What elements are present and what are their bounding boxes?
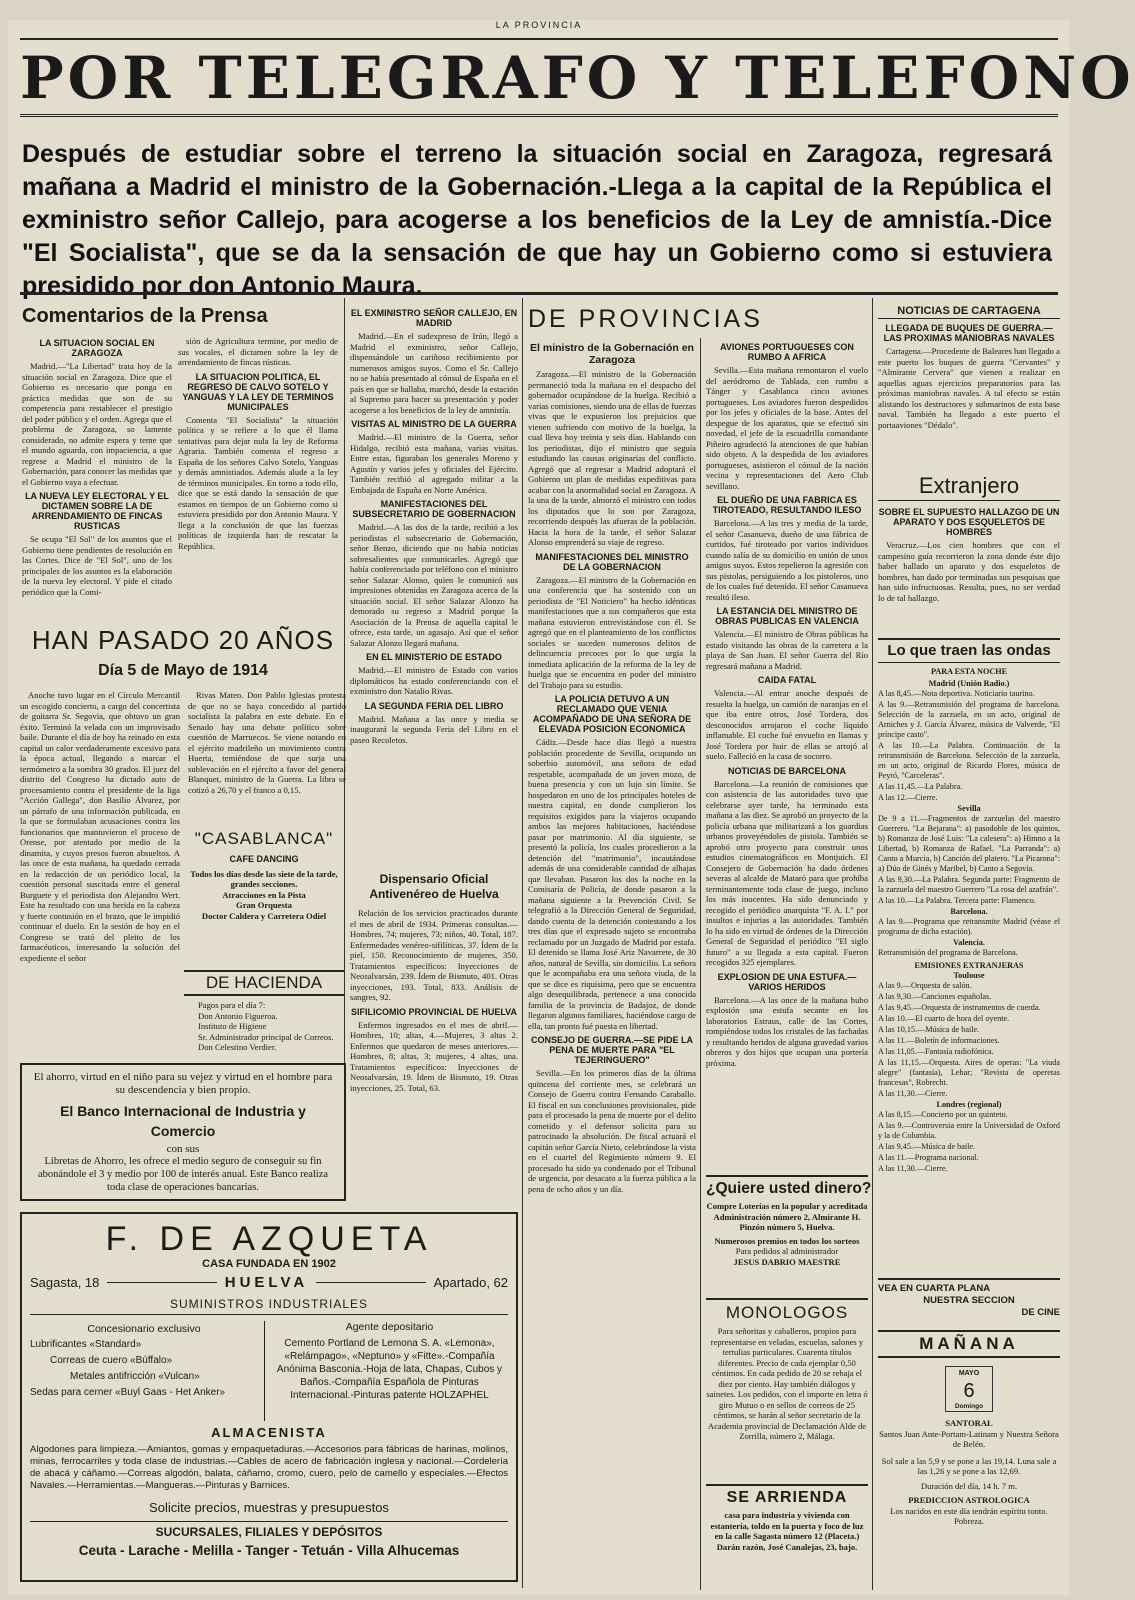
arrienda-text: casa para industria y vivienda con estantería, toldo en la puerta y foco de luz en la calle Sagasta número 12 (Placeta.) Darán razón, José Canalejas, 23, bajo. — [710, 1510, 864, 1552]
hacienda-line-2: Don Antonio Figueroa. — [198, 1010, 278, 1021]
obras-text: Valencia.—El ministro de Obras públicas ha estado visitando las obras de la carretera a la playa de San Juan. El señor Guerra del Río regresará mañana a Madrid. — [706, 629, 868, 671]
banco-ad — [20, 1063, 346, 1201]
ondas-title: Lo que traen las ondas — [878, 638, 1060, 663]
ondas-madrid: Madrid (Unión Radio.) — [928, 679, 1010, 688]
radio-program-line: A las 12.—Cierre. — [878, 793, 938, 802]
policia-text: Cádiz.—Desde hace días llegó a nuestra población procedente de Sevilla, ocupando un soberbio automóvil, una señora de edad respetable, acompañada de un joven mozo, de buena presencia y con un lujo sin límite. Se hospedaron en uno de los principales hoteles de nuestra capital, en donde cumplieron los requisitos exigidos para la viajeros ocupando ambos las mejores habitaciones, haciéndose pasar por matrimonio. Al día siguiente, se presentó la policía, los cuales procedieron a la detención del "matrimonio", incautándose además de una considerable cantidad de alhajas que llevaban. Pasaron los dos la noche en la Comisaría de Policía, de donde pasaron a la mañana siguiente a la Prevención Civil. Se telegrafió a la Dirección General de Seguridad, dando cuenta de la detención contestando a los tres días que el expresado sujeto se encontraba reclamado por un Juzgado de Madrid por estafa. El detenido se llama José Ariz Navarrete, de 30 años, natural de Sevilla, sin domicilio. La señora que le acompañaba era una señora viuda, de la que se dice es riquísima, pero que se encuentra algo desequilibrada, pertenece a una conocida familia de la provincia de Badajoz, de donde llegaron algunos familiares, haciéndose cargo de ella, tan pronto fué puesta en libertad. — [528, 737, 696, 1031]
agente-label: Agente depositario — [345, 1321, 434, 1333]
radio-program-line: A las 11,15.—Orquesta. Aires de operas: "La viuda alegre" (fantasía), Lehar; "Revista de operetas francesas", Robrecht. — [878, 1058, 1060, 1087]
prediccion-text: Los nacidos en este día tendrán espíritu tonto. Pobreza. — [890, 1505, 1048, 1526]
guerra-heading: VISITAS AL MINISTRO DE LA GUERRA — [351, 419, 517, 429]
estufa-heading: EXPLOSION DE UNA ESTUFA.—VARIOS HERIDOS — [717, 971, 857, 992]
cine-notice — [878, 1278, 1060, 1324]
arrienda-ad — [706, 1484, 868, 1584]
column-rule — [700, 338, 701, 1590]
monologos-ad — [706, 1298, 868, 1480]
almacenista-label: ALMACENISTA — [211, 1425, 327, 1440]
column-rule — [522, 298, 523, 1588]
estufa-text: Barcelona.—A las once de la mañana hubo explosión una estufa secante en los laboratorios Estraus, calle de las Cortes, rompiéndose todos los cristales de las fachadas y resultando heridos de alguna gravedad varios obreros y dos hijos que ocupan una portería próxima. — [706, 994, 868, 1068]
casablanca-line-2: Atracciones en la Pista — [222, 889, 306, 900]
barcelona-heading: NOTICIAS DE BARCELONA — [727, 765, 846, 776]
casablanca-line-1: Todos los días desde las siete de la tarde, grandes secciones. — [190, 868, 338, 889]
ondas-londres-list — [878, 1110, 1060, 1174]
hacienda-line-4: Sr. Administrador principal de Correos. — [198, 1031, 334, 1042]
azqueta-apartado: Apartado, 62 — [433, 1275, 509, 1290]
manana-title: MAÑANA — [878, 1330, 1060, 1358]
barcelona-text: Barcelona.—La reunión de comisiones que con asistencia de las autoridades tuvo que celebrarse ayer tarde, ha terminado esta mañana a las diez. Se aprobó un proyecto de la policía urbana que militarizará a los guardias urbanos proveyéndoles de pistola. También se aprobó otro proyecto para construir unos estudios cinematográficos en Montjuich. El Consejero de Gobernación ha dado órdenes severas al alcalde de Mataró para que prohíba terminantemente toda clase de juego, incluso los más inocentes. Ha sido denunciado y recogido el periódico anarquista "F. A. I." por insultos e injurias a las autoridades. También lo ha sido en virtud de órdenes de la Dirección General de Seguridad el periódico "El siglo futuro" a su llegada a esta capital. Fueron recogidos 325 ejemplares. — [706, 778, 868, 967]
agente-text: Cemento Portland de Lemona S. A. «Lemona», «Relámpago», «Neptuno» y «Fitte».-Compañía Anónima Basconia.-Hoja de lata, Chapas, Cubos y Baños.-Compañía Española de Pinturas Internacional.-Pinturas patente HOLZAPHEL — [276, 1338, 503, 1401]
hacienda-line-1: Pagos para el día 7: — [198, 1000, 266, 1010]
main-headline: Después de estudiar sobre el terreno la situación social en Zaragoza, regresará mañana a Madrid el ministro de la Gobernación.-Llega a la capital de la República el exministro señor Callejo, para acogerse a los beneficios de la Ley de amnistía.-Dice "El Socialista", que se da la sensación de que hay un Gobierno como si estuviera presidido por don Antonio Maura. — [22, 140, 1052, 300]
sucursales-label: SUCURSALES, FILIALES Y DEPÓSITOS — [30, 1521, 508, 1539]
caida-text: Valencia.—Al entrar anoche después de resuelta la huelga, un camión de naranjas en el que iba entre otros, José Tordera, dos desconocidos arrojaron el coche líquido inflamable. El coche fué envuelto en llamas y José Tordera por huir de ellas se arrojó al suelo. Falleció en la casa de socorro. — [706, 688, 868, 761]
address-rule — [316, 1282, 425, 1283]
radio-program-line: Retransmisión del programa de Barcelona. — [878, 948, 1018, 957]
cartagena-heading: LLEGADA DE BUQUES DE GUERRA.—LAS PROXIMAS MANIOBRAS NAVALES — [883, 323, 1055, 343]
azqueta-name: F. DE AZQUETA — [105, 1220, 433, 1258]
dinero-line-2: Numerosos premios en todos los sorteos — [714, 1235, 860, 1246]
radio-program-line: A las 11,30.—Cierre. — [878, 1164, 948, 1173]
arrienda-title: SE ARRIENDA — [726, 1489, 848, 1506]
radio-program-line: A las 11,45.—La Palabra. — [878, 782, 963, 791]
radio-program-line: A las 8,15.—Concierto por un quinteto. — [878, 1110, 1008, 1119]
provincias-title: DE PROVINCIAS — [528, 305, 763, 333]
cine-line-2: NUESTRA SECCION — [923, 1295, 1015, 1306]
calendar-stamp — [945, 1366, 993, 1412]
newspaper-page — [8, 20, 1135, 1595]
concesionario-item-2: Correas de cuero «Búffalo» — [50, 1355, 173, 1366]
radio-program-line: A las 9,30.—La Palabra. Segunda parte: Fragmento de la zarzuela del maestro Guerrero "La rosa del azafrán". — [878, 875, 1060, 894]
fabrica-heading: EL DUEÑO DE UNA FABRICA ES TIROTEADO, RESULTANDO ILESO — [712, 495, 862, 515]
gobernacion-heading: El ministro de la Gobernación en Zaragoza — [530, 342, 694, 366]
column-rule — [872, 298, 873, 1590]
ondas-barcelona-list — [878, 917, 1060, 937]
ondas-madrid-list — [878, 689, 1060, 803]
duracion-text: Duración del día, 14 h. 7 m. — [920, 1480, 1018, 1491]
concesionario-item-4: Sedas para cerner «Buyl Gaas - Het Anker» — [30, 1387, 226, 1398]
radio-program-line: A las 9.—Controversia entre la Universidad de Oxford y la de Columbia. — [878, 1121, 1060, 1140]
hacienda-line-3: Instituto de Higiene — [198, 1021, 267, 1031]
azqueta-address: Sagasta, 18 — [30, 1275, 100, 1290]
extranjero-text: Veracruz.—Los cien hombres que con el campesino guía recorrieron la zona donde éste dijo haber hallado un aparato y dos esqueletos de hombres, han dado por terminadas sus pesquisas que han sido infructuosas. Resulta, pues, no ser verdad lo de tal hallazgo. — [878, 540, 1060, 603]
radio-program-line: A las 10.—La Palabra. Continuación de la retransmisión de Barcelona. Selección de la zarzuela, en un acto, original de Ricardo Flores, música de Peyró, "Carceleras". — [878, 741, 1060, 780]
dinero-ad — [706, 1175, 872, 1293]
santoral-label: SANTORAL — [945, 1418, 993, 1428]
radio-program-line: A las 9,45.—Orquesta de instrumentos de cuerda. — [878, 1003, 1041, 1012]
ondas-valencia: Valencia. — [953, 938, 985, 947]
feria-text: Madrid. Mañana a las once y media se inaugurará la segunda Feria del Libro en el paseo Recoletos. — [350, 713, 518, 745]
ondas-londres: Londres (regional) — [936, 1100, 1002, 1109]
sifilicomio-heading: SIFILICOMIO PROVINCIAL DE HUELVA — [350, 1006, 517, 1017]
radio-program-line: A las 9.—Retransmisión del programa de barcelona. Selección de la zarzuela, en un acto, original de Arniches y J. García Álvarez, música de Valverde, "El príncipe casto". — [878, 700, 1060, 739]
prensa-heading-3: LA SITUACION POLITICA, EL REGRESO DE CALVO SOTELO Y YANGUAS Y LA LEY DE TERMINOS MUNICIPALES — [182, 371, 334, 412]
prensa-text-2: Se ocupa "El Sol" de los asuntos que el Gobierno tiene pendientes de resolución en las Cortes. Dice de "El Sol", uno de los principales de los asuntos es la elaboración de la nueva ley electoral. Y pide el citado periódico que la Comi- — [22, 534, 172, 597]
hacienda-line-5: Don Celestino Verdier. — [198, 1042, 277, 1052]
calendar-day: 6 — [963, 1379, 975, 1402]
address-rule — [107, 1282, 216, 1283]
subsecretario-text: Madrid.—A las dos de la tarde, recibió a los periodistas el subsecretario de Gobernación, señor Benzo, diciendo que no había noticias sobresalientes que comunicarles. Agregó que había conferenciado por teléfono con el ministro señor Salazar Alonso, quien le comunicó sus impresiones obtenidas en Zaragoza acerca de la situación social. El señor Salazar Alonzo ha demorado su regreso a Madrid porque la Asociación de la Prensa de aquella capital le ofrece, esta tarde, un agasajo. Así que el señor Salazar Alonzo llegará mañana. — [350, 522, 518, 648]
casablanca-name: "CASABLANCA" — [194, 829, 334, 848]
masthead-rule — [20, 38, 1058, 40]
prensa-heading-2: LA NUEVA LEY ELECTORAL Y EL DICTAMEN SOBRE LA DE ARRENDAMIENTO DE FINCAS RUSTICAS — [25, 491, 169, 531]
cartagena-text: Cartagena.—Procedente de Baleares han llegado a este puerto los buques de guerra "Cervantes" y "Almirante Cervera" que vienen a realizar en aquellas aguas ejercicios preparatorios para las próximas maniobras navales. A tal efecto se están alistando los destructores y submarinos de esta base naval. También ha llegado a este puerto el portaaviones "Dédalo". — [878, 346, 1060, 430]
noticias-column — [706, 338, 868, 1168]
banco-line-1: El ahorro, virtud en el niño para su vejez y virtud en el hombre para su descendencia y bien propio. — [33, 1071, 333, 1096]
extranjero-heading: SOBRE EL SUPUESTO HALLAZGO DE UN APARATO Y DOS ESQUELETOS DE HOMBRES — [878, 507, 1060, 537]
casablanca-ad — [184, 828, 344, 963]
callejo-text: Madrid.—En el sudexpreso de Irún, llegó a Madrid el exministro, señor Callejo, dispensándole un cariñoso recibimiento por numerosos amigos suyos. Como el Sr. Callejo no se había presentado al cónsul de España en el país en que se hallaba, marchó, desde la estación al Supremo para hacer su presentación y poder acogerse a los beneficios de la ley de amnistía. — [350, 331, 518, 415]
sifilicomio-text: Enfermos ingresados en el mes de abril.—Hombres, 10; altas, 4.—Mujeres, 3 altas 2. Enfermos que quedaron de meses anteriores.—Hombres, 8; altas, 3; mujeres, 4 altas, una. Tratamientos específicos: Inyecciones de Neosalvarsán, 19. Ídem de Bismuto, 19. Otras inyecciones, 25. Total, 63. — [350, 1019, 518, 1093]
radio-program-line: A las 9.—Programa que retransmite Madrid (véase el programa de dicha estación). — [878, 917, 1060, 936]
caida-heading: CAIDA FATAL — [757, 675, 817, 685]
guerra-text: Madrid.—El ministro de la Guerra, señor Hidalgo, recibió esta mañana, varias visitas. Entre estas, figuraban los generales Moreno y Agustín y varios jefes y oficiales del Ejército. También recibió al agregado militar a la Embajada de España en Norte América. — [350, 432, 518, 495]
prensa-column-2 — [178, 336, 338, 616]
madrid-column — [350, 304, 518, 864]
radio-program-line: A las 11,30.—Cierre. — [878, 1089, 948, 1098]
azqueta-ad — [20, 1212, 518, 1582]
ondas-sevilla-list — [878, 814, 1060, 906]
aviones-text: Sevilla.—Esta mañana remontaron el vuelo del aeródromo de Tablada, con rumbo a Tánger y Casablanca cinco aviones portugueses. Los aviadores fueron despedidos por los jefes y oficiales de la base. Antes del despegue de los aparatos, que se efectuó sin novedad, el jefe de la escuadrilla comandante Piñeiro agradeció la atenciones de que habían sido objeto. A la despedida de los aviadores portugueses, asistieron el cónsul de la nación vecina y representaciones del Aero Club sevillano. — [706, 365, 868, 491]
sol-text: Sol sale a las 5,9 y se pone a las 19,14. Luna sale a las 1,26 y se pone a las 12,69. — [881, 1455, 1057, 1476]
gobernacion-text: Zaragoza.—El ministro de la Gobernación permaneció toda la mañana en el despacho del gobernador ocupándose de la huelga. Recibió a varias comisiones, siendo una de ellas de fuerzas vivas que le expusieron los prejuicios que vienen sufriendo con motivo de la huelga, la cual lleva hoy treinta y seis días. Hablando con los periodistas, dijo el ministro que seguía estudiando las causas originarias del conflicto. Agregó que al regresar a Madrid adoptará el Gobierno un plan de medidas expeditivas para acabar con la anormalidad social en Zaragoza. A la una de la tarde, almorzó el ministro con todos los diputados que lo son por Zaragoza, recorriendo después las afueras de la población. Hacia la hora de la tarde, el señor Salazar Alonso emprenderá su viaje de regreso. — [528, 369, 696, 547]
radio-program-line: A las 8,45.—Nota deportiva. Noticiario taurino. — [878, 689, 1035, 698]
radio-program-line: A las 9,30.—Canciones españolas. — [878, 992, 992, 1001]
cine-line-3: DE CINE — [1021, 1307, 1060, 1318]
radio-program-line: A las 10.—El cuarto de hora del oyente. — [878, 1014, 1010, 1023]
veinte-anos-left-text: Anoche tuvo lugar en el Círculo Mercantil un escogido concierto, a cargo del concertista de guitarra Sr. Segovia, que obtuvo un gran éxito. Terminó la velada con un improvisado baile. Durante el día de hoy ha reinado en esta capital un calor verdaderamente excesivo para la época actual, llegando a marcar el termómetro a la sombra 30 grados. El juez del distrito del Congreso ha dictado auto de procesamiento contra el presidente de la liga "Acción Gallega", don Basilio Álvarez, por un párrafo de una información publicada, en la que se formulaban acusaciones contra los funcionarios que mantuvieron el proceso de Orense, por atentado por medio de la dinamita, y cuyos presos fueron absueltos. A las once de esta mañana, ha quedado cerrada en la redacción de un periódico local, la cuestión personal suscitada entre el general Burguete y el periodista don Alejandro Wert. Este ha resultado con una herida en la cabeza y fuerte contusión en el brazo, que le impidió continuar el duelo. En la sesión de hoy en el Congreso se trató del pleito de los farmacéuticos, interesando la solución del expediente el señor — [20, 690, 180, 963]
manifestaciones-text: Zaragoza.—El ministro de la Gobernación en una conferencia que ha sostenido con un periodista de "El Noticiero" ha hecho idénticas manifestaciones que a sus compañeros que esta mañana estuvieron entrevistándose con él. Se agregó que en el planteamiento de los conflictos sociales se suceden numerosos delitos de delincuencia precoces por lo que urgía la inmediata aplicación de la reforma de la ley de huelga que se encuentra en poder del ministro del Trabajo para su estudio. — [528, 574, 696, 690]
estado-heading: EN EL MINISTERIO DE ESTADO — [366, 652, 502, 662]
extranjero-section — [878, 472, 1060, 632]
calendar-month: MAYO — [958, 1370, 980, 1377]
sucursales-cities: Ceuta - Larache - Melilla - Tanger - Tetuán - Villa Alhucemas — [78, 1543, 460, 1558]
dinero-line-1: Compre Loterías en la popular y acreditada Administración número 2, Almirante H. Pinzón número 5, Huelva. — [706, 1201, 868, 1232]
casablanca-line-3: Gran Orquesta — [236, 900, 292, 910]
banco-name: El Banco Internacional de Industria y Comercio — [60, 1103, 306, 1139]
hacienda-title: DE HACIENDA — [184, 970, 344, 996]
prediccion-label: PREDICCION ASTROLOGICA — [908, 1495, 1030, 1505]
dispensario-title: Dispensario Oficial Antivenéreo de Huelva — [369, 872, 499, 901]
ondas-toulouse-list — [878, 981, 1060, 1099]
cartagena-section — [878, 304, 1060, 452]
veinte-anos-right-text: Rivas Mateo. Don Pablo Iglesias protesta de que no se haya concedido al partido socialista la palabra en este debate. En el Senado hay una debate político sobre cuestión de Marruecos. Se viene notando en el ejército madrileño un movimiento contra Huerta, temiéndose de que surja una sublevación en el ejército a favor del general Blanquet, ministro de la Guerra. La libra se cotizó a 26,70 y el franco a 0,15. — [188, 690, 346, 795]
almacenista-text: Algodones para limpieza.—Amiantos, gomas y empaquetaduras.—Accesorios para fábricas de harinas, molinos, minas, ferrocarriles y toda clase de industrias.—Cables de acero de fabricación inglesa y nacional.—Cordelería de abacá y cáñamo.—Correas algodón, balata, cáñamo, cromo, cuero, pelo de camello y especiales.—Efectos Navales.—Herramientas.—Mangueras.—Pinturas y Barnices. — [30, 1444, 508, 1491]
prensa-text-3: sión de Agricultura termine, por medio de sus vocales, el dictamen sobre la ley de arrendamiento de fincas rústicas. — [178, 336, 338, 367]
headline-rule — [20, 292, 1058, 295]
concesionario-label: Concesionario exclusivo — [87, 1323, 201, 1335]
callejo-heading: EL EXMINISTRO SEÑOR CALLEJO, EN MADRID — [350, 308, 518, 328]
dispensario-section — [350, 872, 518, 1197]
subsecretario-heading: MANIFESTACIONES DEL SUBSECRETARIO DE GOBERNACION — [352, 499, 516, 519]
fabrica-text: Barcelona.—A las tres y media de la tarde, el señor Casanueva, dueño de una fábrica de curtidos, fué tiroteado por varios individuos cuando salía de su domicilio en unión de unos amigos suyos. Estos repelieron la agresión con sus pistolas, persiguiendo a los pistoleros, uno de los cuales fué detenido. El señor Casanueva resultó ileso. — [706, 518, 868, 602]
monologos-text: Para señoritas y caballeros, propios para representarse en veladas, escuelas, salones y tertulias particulares. Cuarenta títulos diferentes. Precio de cada ejemplar 0,50 céntimos. En cada pedido de 20 se rebaja el diez por ciento. Hay también diálogos y sainetes. Los pedidos, con el importe en letra ó giro Mutuo o en sellos de correos de 25 céntimos, se harán al señor secretario de la Academia provincial de Declamación Alde de Zorrilla, número 2, Málaga. — [706, 1326, 868, 1441]
hacienda-section — [184, 970, 344, 1058]
ondas-barcelona: Barcelona. — [950, 907, 988, 916]
azqueta-suministros: SUMINISTROS INDUSTRIALES — [30, 1297, 508, 1315]
radio-program-line: A las 9,45.—Música de baile. — [878, 1142, 976, 1151]
prensa-text-1: Madrid.—"La Libertad" trata hoy de la situación social en Zaragoza. Dice que el Gobierno es necesario que ponga en práctica medidas que son de su competencia para restablecer el prestigio del poder público y el orden. Agrega que el problema de Zaragoza, so lamente considerado, no admite espera y teme que el mundo aguarda, con impaciencia, a que regrese a Madrid el ministro de la Gobernación, para conocer las medidas que el Gobierno vaya a efectuar. — [22, 361, 172, 487]
dinero-line-4: JESUS DABRIO MAESTRE — [733, 1256, 841, 1267]
veinte-anos-date: Día 5 de Mayo de 1914 — [98, 662, 268, 679]
radio-program-line: A las 10.—La Palabra. Tercera parte: Flamenco. — [878, 896, 1036, 905]
policia-heading: LA POLICIA DETUVO A UN RECLAMADO QUE VENIA ACOMPAÑADO DE UNA SEÑORA DE ELEVADA POSICION ECONOMICA — [532, 694, 692, 734]
extranjero-title: Extranjero — [878, 472, 1060, 501]
feria-heading: LA SEGUNDA FERIA DEL LIBRO — [364, 700, 504, 711]
dispensario-text: Relación de los servicios practicados durante el mes de abril de 1934. Primeras consultas.—Hombres, 74; mujeres, 73; niños, 40. Total, 187. Enfermedades venéreo-sifilíticas, 37. Ídem de la piel, 150. Reconocimiento de mujeres, 350. Tratamientos específicos: Inyecciones de Neosalvarsán, 239. Ídem de Bismuto, 401. Otras inyecciones, 193. Total, 833. Análisis de sangres, 92. — [350, 908, 518, 1002]
radio-program-line: A las 9.—Orquesta de salón. — [878, 981, 972, 990]
consejo-heading: CONSEJO DE GUERRA.—SE PIDE LA PENA DE MUERTE PARA "EL TEJERINGUERO" — [530, 1035, 694, 1065]
ondas-valencia-list — [878, 948, 1060, 958]
santoral-text: Santos Juan Ante-Portam-Latinam y Nuestra Señora de Belén. — [879, 1428, 1059, 1449]
casablanca-subtitle: CAFE DANCING — [229, 854, 299, 864]
dinero-title: ¿Quiere usted dinero? — [706, 1180, 872, 1197]
cartagena-title: NOTICIAS DE CARTAGENA — [878, 304, 1060, 319]
monologos-title: MONOLOGOS — [725, 1303, 849, 1322]
banner-rule — [20, 114, 1058, 117]
obras-heading: LA ESTANCIA DEL MINISTRO DE OBRAS PUBLICAS EN VALENCIA — [715, 606, 859, 626]
consejo-text: Sevilla.—En los primeros días de la última quincena del corriente mes, se celebrará un Consejo de Guerra contra Fernando Caraballo. El fiscal en sus conclusiones provisionales, pide para el procesado la pena de muerte por el delito cometido y el defensor solicita para su patrocinado la absolución. De fiscal actuará el capitán señor García Nieto, celebrándose la vista en el cuartel del Regimiento número 9. El procesado ha sido ya condenado por el Tribunal de urgencia, por desacato a la fuerza pública a la pena de ocho años y un día. — [528, 1068, 696, 1194]
manana-section — [878, 1330, 1060, 1585]
prensa-heading-1: LA SITUACION SOCIAL EN ZARAGOZA — [39, 338, 155, 358]
radio-program-line: A las 11.—Boletín de informaciones. — [878, 1036, 1000, 1045]
ondas-subtitle: PARA ESTA NOCHE — [930, 667, 1008, 676]
dinero-line-3: Para pedidos al administrador — [735, 1246, 839, 1256]
aviones-heading: AVIONES PORTUGUESES CON RUMBO A AFRICA — [720, 342, 854, 362]
casablanca-line-4: Doctor Caldera y Carretera Odiel — [201, 910, 327, 921]
radio-program-line: De 9 a 11.—Fragmentos de zarzuelas del maestro Guerrero. "La Bejarana": a) pasodoble de los quintos, b) Romanza de José Luis: "La calesera": a) Himno a la Libertad, b) Romanza de Rafael. "La Parranda": a) Canto a Murcia, b) Canción del platero. "La Picarona": a) Dúo de Ginés y Maribel, b) Canto a Segovia. — [878, 814, 1060, 873]
ondas-section — [878, 638, 1060, 1273]
cine-line-1: VEA EN CUARTA PLANA — [878, 1283, 991, 1294]
ondas-sevilla: Sevilla — [957, 804, 981, 813]
banco-line-3: Libretas de Ahorro, les ofrece el medio seguro de conseguir su fin abonándole el 3 y medio por 100 de interés anual. Este Banco realiza toda clase de operaciones bancarias. — [37, 1156, 329, 1193]
radio-program-line: A las 11.—Programa nacional. — [878, 1153, 979, 1162]
section-banner: POR TELEGRAFO Y TELEFONO — [20, 44, 1135, 112]
azqueta-founded: CASA FUNDADA EN 1902 — [202, 1258, 336, 1270]
paper-name: LA PROVINCIA — [495, 20, 583, 30]
solicite-line: Solicite precios, muestras y presupuestos — [149, 1500, 389, 1515]
manifestaciones-heading: MANIFESTACIONES DEL MINISTRO DE LA GOBERNACION — [535, 551, 689, 572]
ondas-toulouse: Toulouse — [953, 971, 985, 980]
veinte-anos-title: HAN PASADO 20 AÑOS — [31, 625, 335, 655]
radio-program-line: A las 10,15.—Música de baile. — [878, 1025, 980, 1034]
banco-line-2: con sus — [166, 1143, 200, 1155]
azqueta-city: HUELVA — [224, 1274, 309, 1291]
concesionario-item-1: Lubrificantes «Standard» — [30, 1339, 142, 1350]
estado-text: Madrid.—El ministro de Estado con varios diplomáticos ha estado conferenciando con el exministro don Natalio Rivas. — [350, 665, 518, 696]
provincias-section — [528, 304, 763, 1590]
prensa-title: Comentarios de la Prensa — [22, 305, 268, 327]
radio-program-line: A las 11,05.—Fantasía radiofónica. — [878, 1047, 994, 1056]
ondas-emisiones: EMISIONES EXTRANJERAS — [914, 961, 1024, 970]
calendar-weekday: Domingo — [954, 1402, 984, 1410]
prensa-text-4: Comenta "El Socialista" la situación política y se refiere a lo que él llama tentativas para dejar nula la ley de Reforma Agraria. También comenta el regreso a España de los señores Calvo Sotelo, Yanguas y demás amnistiados. Además alude a la ley de términos municipales. En torno a todo ello, dice que se está dando la sensación de que estamos en tiempos de un Gobierno como si estuviera presidido por don Antonio Maura. Y llega a la conclusión de que las fuerzas políticas de izquierda han de rescatar la República. — [178, 414, 338, 551]
concesionario-item-3: Metales antifricción «Vulcan» — [70, 1371, 200, 1382]
